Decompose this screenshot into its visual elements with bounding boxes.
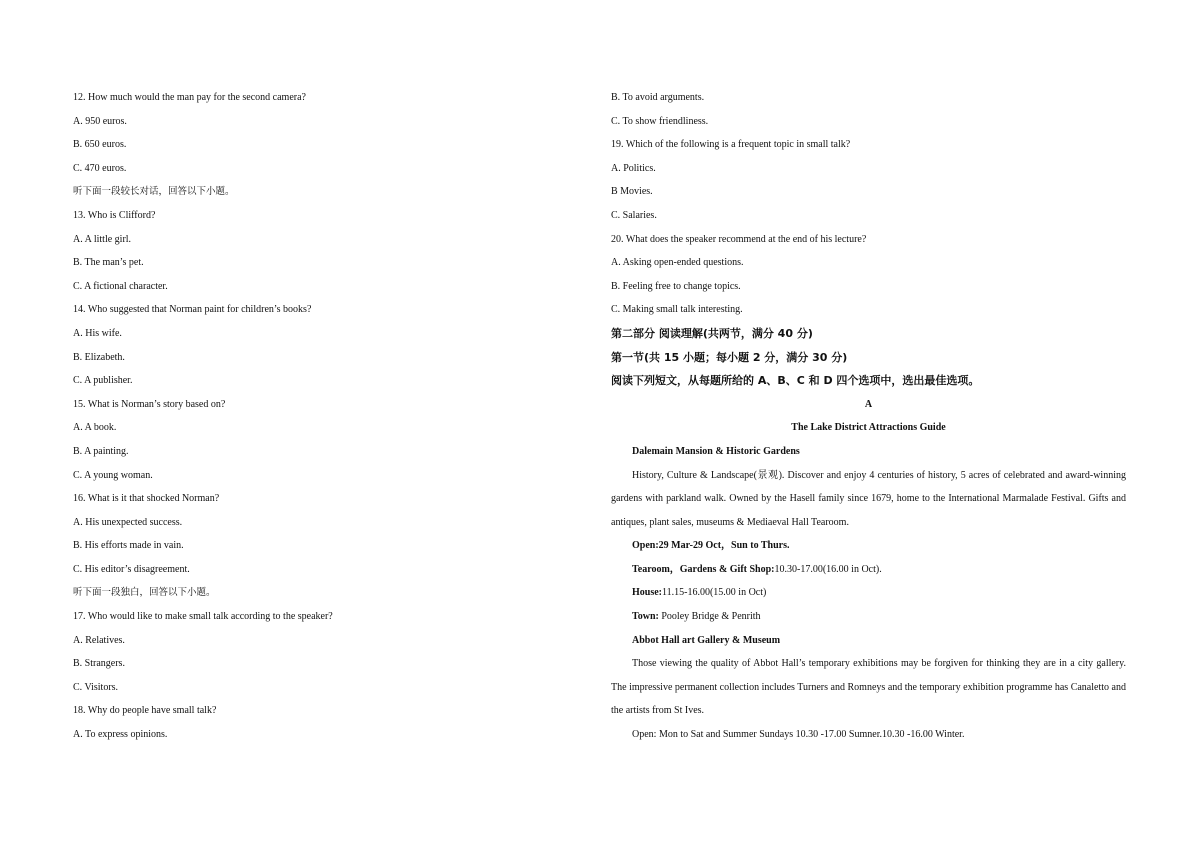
house-hours-label: House: <box>632 587 662 599</box>
town-info <box>611 605 1126 629</box>
option-line: A. His unexpected success. <box>73 516 183 528</box>
question-line: 14. Who suggested that Norman paint for children’s books? <box>73 304 312 316</box>
option-line: C. A publisher. <box>73 375 133 387</box>
option-line: B Movies. <box>611 186 653 198</box>
option-line: C. His editor’s disagreement. <box>73 563 190 575</box>
attraction-name: Dalemain Mansion & Historic Gardens <box>632 445 800 457</box>
option-line: B. Elizabeth. <box>73 351 125 363</box>
option-line: C. Making small talk interesting. <box>611 304 743 316</box>
question-line: 16. What is it that shocked Norman? <box>73 493 220 505</box>
option-line: B. His efforts made in vain. <box>73 540 184 552</box>
attraction-description: History, Culture & Landscape(景观). Discover and enjoy 4 centuries of history, 5 acres of celebrated and award-winning gardens with parkland walk. Owned by the Hasell family since 1679, home to the International Marmalade Festival. Gifts and antiques, plant sales, museums & Mediaeval Hall Tearoom. <box>611 469 1126 528</box>
option-line: A. A book. <box>73 422 117 434</box>
house-hours-value: 11.15-16.00(15.00 in Oct) <box>662 587 767 599</box>
town-label: Town: <box>632 611 659 623</box>
option-line: C. To show friendliness. <box>611 115 709 127</box>
listening-instruction: 听下面一段独白，回答以下小题。 <box>73 587 216 599</box>
attraction-description: Those viewing the quality of Abbot Hall’s temporary exhibitions may be forgiven for thinking they are in a city gallery. The impressive permanent collection includes Turners and Romneys and the temporary exhibition programme has Canaletto and the artists from St Ives. <box>611 658 1126 717</box>
option-line: B. Feeling free to change topics. <box>611 280 741 292</box>
question-line: 13. Who is Clifford? <box>73 209 156 221</box>
attraction-name: Abbot Hall art Gallery & Museum <box>632 634 781 646</box>
left-column <box>73 86 573 747</box>
question-line: 15. What is Norman’s story based on? <box>73 398 226 410</box>
right-column <box>611 86 1126 747</box>
question-line: 18. Why do people have small talk? <box>73 705 217 717</box>
option-line: A. Asking open-ended questions. <box>611 257 744 269</box>
opening-hours: Open: Mon to Sat and Summer Sundays 10.30 -17.00 Sumner.10.30 -16.00 Winter. <box>632 729 965 741</box>
tearoom-hours <box>611 558 1126 582</box>
option-line: C. 470 euros. <box>73 162 127 174</box>
opening-dates: Open:29 Mar-29 Oct，Sun to Thurs. <box>632 540 790 552</box>
option-line: B. To avoid arguments. <box>611 92 705 103</box>
tearoom-hours-value: 10.30-17.00(16.00 in Oct). <box>774 563 882 575</box>
listening-instruction: 听下面一段较长对话，回答以下小题。 <box>73 186 235 198</box>
option-line: C. Visitors. <box>73 681 119 693</box>
question-line: 12. How much would the man pay for the second camera? <box>73 92 306 103</box>
option-line: B. The man’s pet. <box>73 257 144 269</box>
option-line: A. 950 euros. <box>73 115 127 127</box>
passage-title: The Lake District Attractions Guide <box>791 422 946 434</box>
question-line: 19. Which of the following is a frequent topic in small talk? <box>611 139 851 151</box>
subsection-heading: 第一节(共 15 小题；每小题 2 分，满分 30 分) <box>611 350 848 364</box>
option-line: A. His wife. <box>73 327 122 339</box>
town-value: Pooley Bridge & Penrith <box>658 611 761 623</box>
reading-instruction: 阅读下列短文，从每题所给的 A、B、C 和 D 四个选项中，选出最佳选项。 <box>611 374 980 388</box>
option-line: A. To express opinions. <box>73 729 168 741</box>
option-line: A. Politics. <box>611 162 656 174</box>
option-line: A. A little girl. <box>73 233 132 245</box>
option-line: C. Salaries. <box>611 209 657 221</box>
section-heading: 第二部分 阅读理解(共两节，满分 40 分) <box>611 326 813 340</box>
house-hours <box>611 581 1126 605</box>
passage-letter: A <box>864 398 873 410</box>
question-line: 17. Who would like to make small talk according to the speaker? <box>73 611 333 623</box>
option-line: C. A fictional character. <box>73 280 168 292</box>
question-line: 20. What does the speaker recommend at the end of his lecture? <box>611 233 867 245</box>
option-line: A. Relatives. <box>73 634 125 646</box>
tearoom-hours-label: Tearoom，Gardens & Gift Shop: <box>632 563 775 575</box>
option-line: C. A young woman. <box>73 469 153 481</box>
option-line: B. A painting. <box>73 445 129 457</box>
option-line: B. 650 euros. <box>73 139 127 151</box>
option-line: B. Strangers. <box>73 658 125 670</box>
